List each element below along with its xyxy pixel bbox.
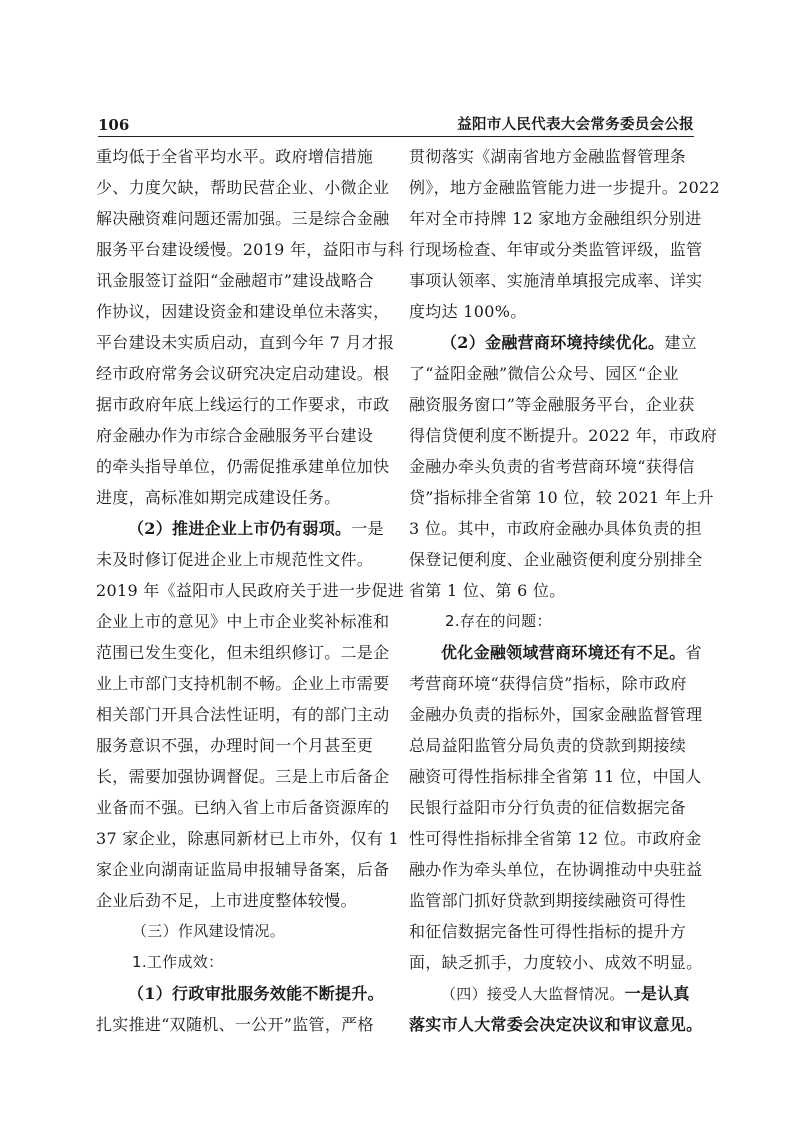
text-line: 范围已发生变化，但未组织修订。二是企 [96,643,390,662]
text-line: 作协议，因建设资金和建设单位未落实， [96,302,390,321]
journal-title: 益阳市人民代表大会常务委员会公报 [457,116,694,133]
text-line: 保登记便利度、企业融资便利度分别排全 [409,550,703,569]
text-line: 例》，地方金融监管能力进一步提升。2022 [409,178,721,197]
bold-heading: 一是认真 [624,984,690,1003]
bold-heading: 优化金融领域营商环境还有不足。 [441,643,686,662]
text-line: 性可得性指标排全省第 12 位。市政府金 [409,829,702,848]
text-line: 考营商环境“获得信贷”指标，除市政府 [409,674,687,693]
text-line: 面，缺乏抓手，力度较小、成效不明显。 [409,953,703,972]
text-span: 省 [685,643,702,662]
text-line: 家企业向湖南证监局申报辅导备案，后备 [96,860,390,879]
text-line: 监管部门抓好贷款到期接续融资可得性 [409,891,687,910]
text-line: 贯彻落实《湖南省地方金融监督管理条 [409,147,687,166]
text-line: 相关部门开具合法性证明，有的部门主动 [96,705,390,724]
text-line: 解决融资难问题还需加强。三是综合金融 [96,209,390,228]
text-line: 3 位。其中，市政府金融办具体负责的担 [409,519,702,538]
bold-text: 落实市人大常委会决定决议和审议意见。 [409,1015,703,1034]
text-span: 建立 [664,333,697,352]
text-span: 一是 [351,519,384,538]
bold-heading: （1）行政审批服务效能不断提升。 [128,984,384,1003]
text-line: 平台建设未实质启动，直到今年 7 月才报 [96,333,395,352]
text-line: 服务意识不强，办理时间一个月甚至更 [96,736,374,755]
text-line: 扎实推进“双随机、一公开”监管，严格 [96,1015,374,1034]
bold-heading: （2）推进企业上市仍有弱项。 [128,519,352,538]
text-line: 融资可得性指标排全省第 11 位，中国人 [409,767,702,786]
text-line: 的牵头指导单位，仍需促推承建单位加快 [96,457,390,476]
text-line: 府金融办作为市综合金融服务平台建设 [96,426,374,445]
text-line: 长，需要加强协调督促。三是上市后备企 [96,767,390,786]
text-line: 业上市部门支持机制不畅。企业上市需要 [96,674,390,693]
text-line: 年对全市持牌 12 家地方金融组织分别进 [409,209,702,228]
text-line: 2019 年《益阳市人民政府关于进一步促进 [96,581,405,600]
bold-heading: （2）金融营商环境持续优化。 [441,333,665,352]
text-line: 得信贷便利度不断提升。2022 年，市政府 [409,426,718,445]
section-heading: （三）作风建设情况。 [132,922,286,940]
text-line: 经市政府常务会议研究决定启动建设。根 [96,364,390,383]
text-line: 了“益阳金融”微信公众号、园区“企业 [409,364,679,383]
page-number: 106 [98,116,130,134]
text-line: 服务平台建设缓慢。2019 年，益阳市与科 [96,240,405,259]
text-line: 业备而不强。已纳入省上市后备资源库的 [96,798,390,817]
text-line: 民银行益阳市分行负责的征信数据完备 [409,798,687,817]
paragraph-heading-line [409,978,695,1009]
text-line: 度均达 100%。 [409,302,527,321]
text-line: 贷”指标排全省第 10 位，较 2021 年上升 [409,488,714,507]
text-line: 企业上市的意见》中上市企业奖补标准和 [96,612,390,631]
text-line: 未及时修订促进企业上市规范性文件。 [96,550,374,569]
text-line: 和征信数据完备性可得性指标的提升方 [409,922,687,941]
text-line: 37 家企业，除惠同新材已上市外，仅有 1 [96,829,400,848]
text-line: 重均低于全省平均水平。政府增信措施 [96,147,374,166]
text-line: 融办作为牵头单位，在协调推动中央驻益 [409,860,703,879]
text-line: 省第 1 位、第 6 位。 [409,581,566,600]
text-line: 企业后劲不足，上市进度整体较慢。 [96,891,357,910]
text-line: 金融办负责的指标外，国家金融监督管理 [409,705,703,724]
text-line: 少、力度欠缺，帮助民营企业、小微企业 [96,178,390,197]
text-line: 讯金服签订益阳“金融超市”建设战略合 [96,271,374,290]
text-line: 进度，高标准如期完成建设任务。 [96,488,341,507]
section-heading: （四）接受人大监督情况。 [441,985,625,1003]
paragraph-heading-line [96,513,384,544]
page-header [98,116,694,137]
text-line: 总局益阳监管分局负责的贷款到期接续 [409,736,687,755]
subsection-heading: 2.存在的问题： [445,612,552,630]
subsection-heading: 1.工作成效： [132,953,224,971]
text-line: 事项认领率、实施清单填报完成率、详实 [409,271,703,290]
paragraph-heading-line [96,978,384,1009]
paragraph-heading-line [409,327,695,358]
text-line [409,1009,703,1040]
text-line: 融资服务窗口”等金融服务平台，企业获 [409,395,695,414]
left-column [96,141,405,1040]
paragraph-heading-line [409,637,702,668]
text-line: 金融办牵头负责的省考营商环境“获得信 [409,457,695,476]
right-column [409,141,721,1040]
text-line: 据市政府年底上线运行的工作要求，市政 [96,395,390,414]
text-line: 行现场检查、年审或分类监管评级，监管 [409,240,703,259]
